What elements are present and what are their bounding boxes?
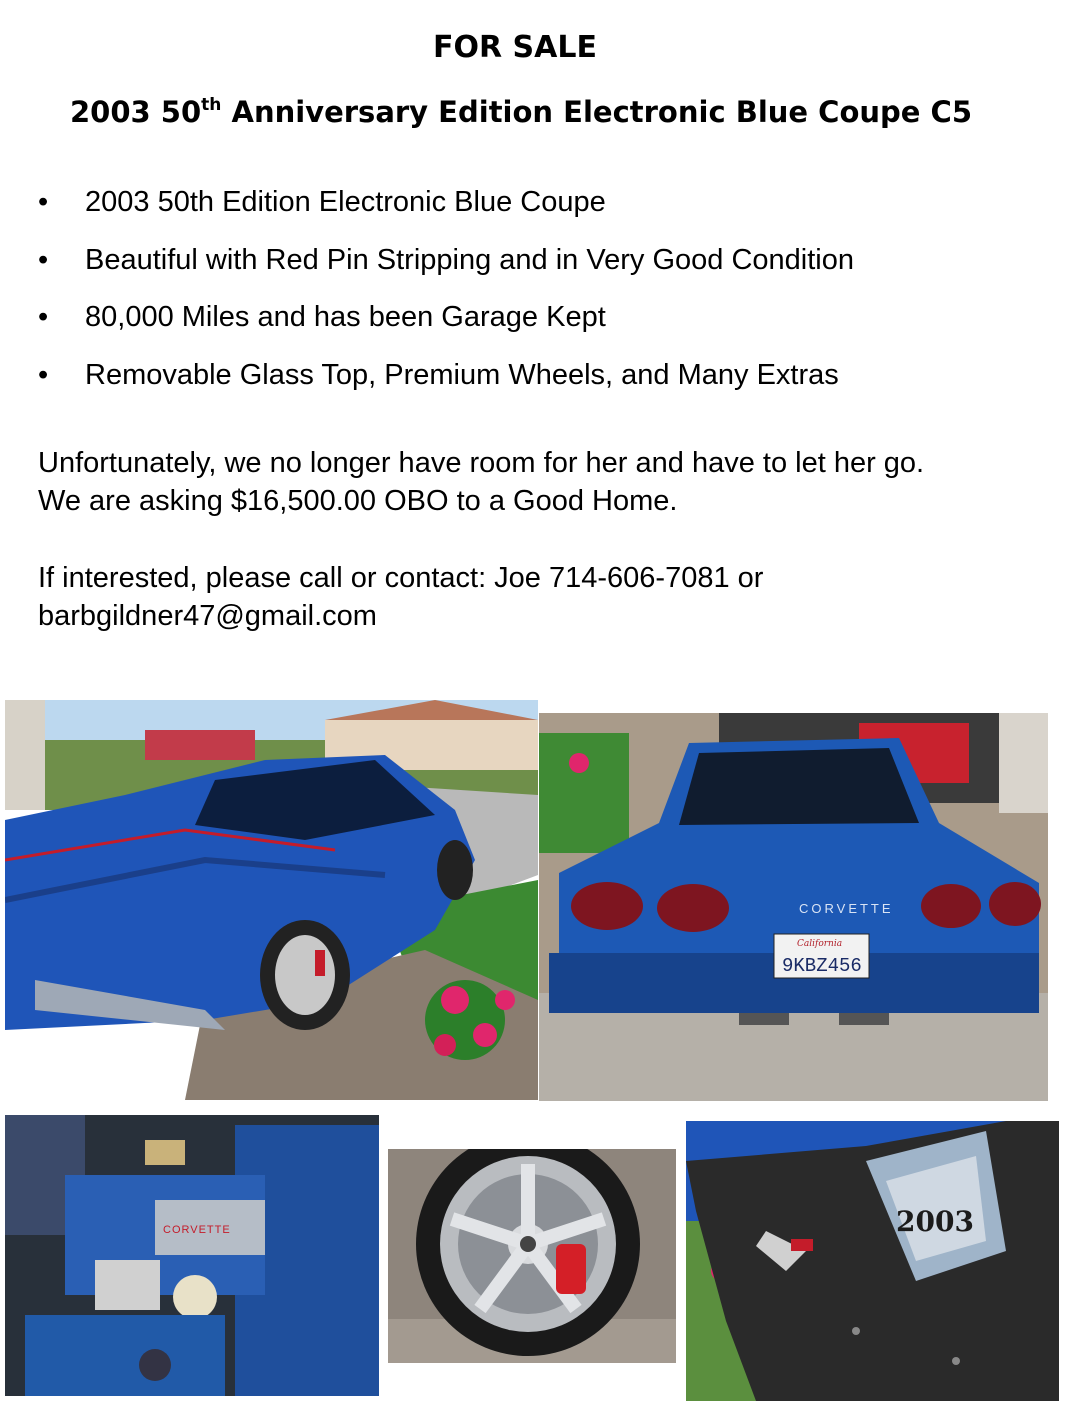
rear-view-image: [539, 713, 1048, 1101]
photo-wheel: [388, 1149, 676, 1363]
photo-engine-bay: [5, 1115, 379, 1396]
feature-item: [38, 301, 854, 359]
wheel-image: [388, 1149, 676, 1363]
plate-state-text: California: [797, 939, 843, 949]
contact-paragraph: [38, 559, 763, 635]
rear-brand-text: CORVETTE: [799, 901, 894, 916]
bullet-icon: •: [38, 358, 49, 391]
listing-subtitle: [70, 95, 972, 129]
page-title: FOR SALE: [433, 30, 597, 65]
subtitle-superscript: th: [201, 95, 222, 115]
photo-front-view: [5, 700, 538, 1100]
subtitle-prefix: 2003 50: [70, 95, 202, 129]
hood-underside-image: [686, 1121, 1059, 1401]
subtitle-rest: Anniversary Edition Electronic Blue Coupe C5: [221, 95, 973, 129]
engine-bay-image: [5, 1115, 379, 1396]
bullet-icon: •: [38, 301, 49, 333]
bullet-icon: •: [38, 243, 49, 276]
photo-hood-underside: [686, 1121, 1059, 1401]
bullet-icon: •: [38, 186, 49, 218]
feature-item: [38, 359, 854, 417]
description-paragraph: [38, 444, 924, 520]
price-line: We are asking $16,500.00 OBO to a Good Home.: [38, 485, 678, 517]
contact-line: If interested, please call or contact: Joe 714-606-7081 or: [38, 562, 764, 594]
hood-year-text: 2003: [896, 1205, 974, 1238]
feature-item: [38, 186, 854, 244]
feature-text: Removable Glass Top, Premium Wheels, and Many Extras: [85, 358, 839, 391]
engine-cover-text: CORVETTE: [163, 1224, 231, 1236]
description-line: Unfortunately, we no longer have room for her and have to let her go.: [38, 447, 925, 479]
feature-text: 80,000 Miles and has been Garage Kept: [85, 301, 606, 333]
feature-list: [38, 186, 854, 416]
feature-item: [38, 244, 854, 302]
feature-text: 2003 50th Edition Electronic Blue Coupe: [85, 186, 606, 218]
contact-email: barbgildner47@gmail.com: [38, 600, 377, 632]
front-view-image: [5, 700, 538, 1100]
photo-rear-view: [539, 713, 1048, 1101]
plate-number-text: 9KBZ456: [782, 955, 862, 977]
feature-text: Beautiful with Red Pin Stripping and in Very Good Condition: [85, 243, 854, 276]
